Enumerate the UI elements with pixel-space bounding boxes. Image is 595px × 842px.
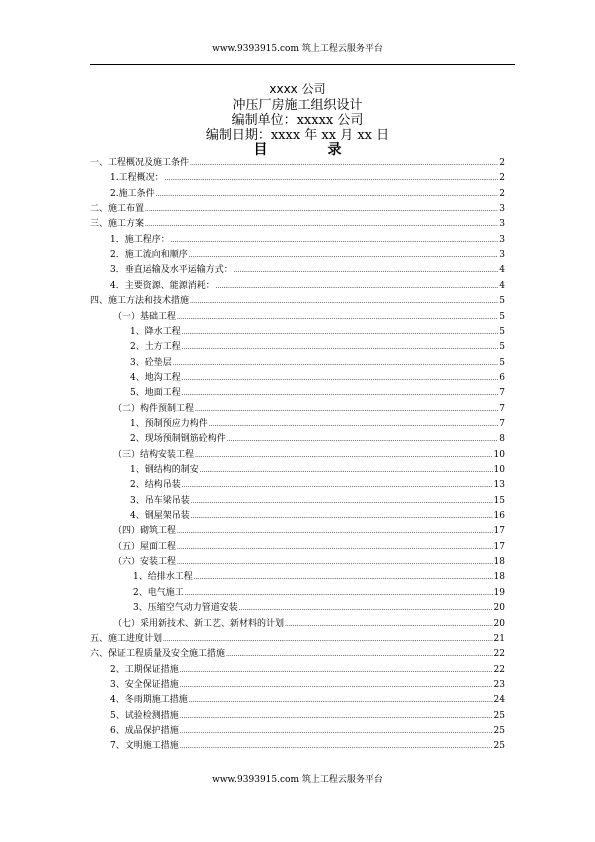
toc-entry[interactable] [110, 663, 505, 678]
toc-leader-dots [180, 709, 493, 724]
toc-entry[interactable] [130, 494, 505, 509]
toc-entry-page: 25 [493, 725, 505, 736]
toc-entry-label: 2、电气施工 [133, 587, 184, 598]
toc-leader-dots [239, 601, 493, 616]
toc-entry-label: 1．施工程序： [110, 234, 170, 245]
header-text: www.9393915.com 筑上工程云服务平台 [212, 44, 383, 54]
toc-leader-dots [234, 263, 499, 278]
toc-leader-dots [173, 356, 499, 371]
toc-entry-label: 3、安全保证措施 [110, 679, 179, 690]
toc-entry[interactable] [130, 417, 505, 432]
toc-entry[interactable] [130, 371, 505, 386]
toc-entry-label: （七）采用新技术、新工艺、新材料的计划 [113, 618, 285, 629]
toc-entry-page: 2 [499, 158, 505, 168]
toc-entry-label: （五）屋面工程 [113, 541, 177, 552]
compiling-date: 编制日期：xxxx 年 xx 月 xx 日 [205, 128, 390, 143]
toc-entry-page: 3 [499, 234, 505, 245]
toc-entry[interactable] [110, 279, 505, 294]
toc-entry-label: 2、土方工程 [130, 342, 181, 353]
toc-entry[interactable] [130, 432, 505, 447]
toc-leader-dots [190, 294, 498, 309]
toc-entry[interactable] [130, 509, 505, 524]
toc-entry-page: 25 [493, 741, 505, 752]
toc-entry-page: 25 [493, 710, 505, 721]
toc-entry-label: 3、吊车梁吊装 [130, 495, 190, 506]
toc-leader-dots [156, 187, 499, 202]
toc-entry-page: 2 [499, 188, 505, 199]
toc-leader-dots [189, 693, 493, 708]
toc-entry-label: （二）构件预制工程 [113, 403, 195, 414]
toc-entry[interactable] [90, 294, 505, 309]
toc-entry-label: 1、给排水工程 [133, 572, 193, 583]
toc-entry-label: 2、现场预制钢筋砼构件 [130, 434, 226, 445]
toc-entry[interactable] [110, 171, 505, 186]
toc-leader-dots [216, 279, 499, 294]
toc-entry-label: 7、文明施工措施 [110, 741, 179, 752]
toc-entry[interactable] [90, 202, 505, 217]
toc-leader-dots [180, 663, 493, 678]
toc-entry-page: 7 [499, 403, 505, 414]
toc-entry-label: 2、工期保证措施 [110, 664, 179, 675]
toc-entry-page: 3 [499, 219, 505, 230]
toc-leader-dots [185, 586, 493, 601]
toc-entry-label: 4、冬雨期施工措施 [110, 695, 188, 706]
toc-entry-page: 20 [493, 618, 505, 629]
toc-entry[interactable] [133, 601, 505, 616]
toc-entry[interactable] [110, 709, 505, 724]
toc-leader-dots [182, 340, 499, 355]
toc-entry-label: 6、成品保护措施 [110, 725, 179, 736]
toc-leader-dots [194, 570, 493, 585]
toc-heading-right: 录 [327, 142, 342, 158]
toc-entry[interactable] [90, 217, 505, 232]
toc-entry-label: 1、降水工程 [130, 326, 181, 337]
toc-entry-label: 5、试验检测措施 [110, 710, 179, 721]
toc-entry[interactable] [113, 448, 505, 463]
toc-entry-label: （一）基础工程 [113, 311, 177, 322]
toc-entry-page: 4 [499, 280, 505, 291]
toc-leader-dots [163, 632, 493, 647]
toc-entry-page: 15 [493, 495, 505, 506]
toc-entry[interactable] [130, 356, 505, 371]
toc-entry[interactable] [110, 693, 505, 708]
toc-entry-page: 7 [499, 418, 505, 429]
toc-leader-dots [180, 724, 493, 739]
toc-entry[interactable] [133, 570, 505, 585]
toc-entry[interactable] [113, 310, 505, 325]
toc-entry[interactable] [90, 156, 505, 171]
toc-entry-label: 2、结构吊装 [130, 480, 181, 491]
toc-entry-page: 5 [499, 342, 505, 353]
toc-entry-page: 18 [493, 572, 505, 583]
toc-entry-page: 5 [499, 296, 505, 307]
toc-leader-dots [285, 617, 493, 632]
toc-entry-label: 3、砼垫层 [130, 357, 172, 368]
compiling-unit: 编制单位：xxxxx 公司 [231, 113, 364, 128]
toc-entry-label: （四）砌筑工程 [113, 526, 177, 537]
toc-leader-dots [200, 463, 493, 478]
toc-entry[interactable] [113, 524, 505, 539]
toc-leader-dots [182, 478, 493, 493]
toc-leader-dots [180, 739, 493, 754]
toc-entry-page: 3 [499, 250, 505, 261]
toc-entry-page: 24 [493, 695, 505, 706]
toc-entry-label: 5、地面工程 [130, 388, 181, 399]
toc-entry-label: 4、钢屋架吊装 [130, 511, 190, 522]
toc-leader-dots [177, 540, 493, 555]
toc-entry-page: 16 [493, 511, 505, 522]
toc-entry-page: 3 [499, 204, 505, 215]
toc-leader-dots [182, 325, 499, 340]
toc-entry-page: 20 [493, 603, 505, 614]
toc-entry[interactable] [110, 248, 505, 263]
toc-entry[interactable] [110, 724, 505, 739]
footer-text: www.9393915.com 筑上工程云服务平台 [212, 775, 383, 785]
toc-entry[interactable] [90, 632, 505, 647]
toc-entry-page: 23 [493, 679, 505, 690]
toc-entry-page: 17 [493, 526, 505, 537]
toc-entry[interactable] [113, 555, 505, 570]
toc-leader-dots [195, 448, 493, 463]
toc-entry-label: 4、地沟工程 [130, 372, 181, 383]
toc-entry-label: 4．主要资源、能源消耗： [110, 280, 215, 291]
toc-entry-page: 13 [493, 480, 505, 491]
toc-entry[interactable] [133, 586, 505, 601]
toc-entry-page: 18 [493, 557, 505, 568]
toc-leader-dots [226, 647, 493, 662]
toc-entry-page: 21 [493, 633, 505, 644]
toc-heading-left: 目 [253, 142, 268, 158]
toc-entry-page: 10 [493, 465, 505, 475]
toc-entry-page: 2 [499, 173, 505, 184]
document-title: 冲压厂房施工组织设计 [232, 98, 363, 113]
toc-entry[interactable] [113, 617, 505, 632]
header-divider [90, 64, 515, 65]
toc-leader-dots [177, 555, 493, 570]
toc-entry-label: 3．垂直运输及水平运输方式： [110, 265, 233, 276]
toc-entry-label: 三、施工方案 [90, 219, 145, 230]
toc-entry-label: 六、保证工程质量及安全施工措施 [90, 649, 226, 660]
toc-leader-dots [177, 310, 498, 325]
company-name: xxxx 公司 [269, 82, 326, 96]
toc-entry-label: 一、工程概况及施工条件 [90, 158, 190, 168]
toc-entry-label: 2.施工条件 [110, 188, 155, 199]
toc-entry[interactable] [130, 386, 505, 401]
toc-leader-dots [182, 386, 499, 401]
toc-entry-label: 五、施工进度计划 [90, 633, 163, 644]
toc-entry-label: （三）结构安装工程 [113, 449, 195, 460]
toc-entry[interactable] [113, 402, 505, 417]
toc-entry-label: 二、施工布置 [90, 204, 145, 215]
toc-entry-page: 5 [499, 357, 505, 368]
toc-entry-label: 四、施工方法和技术措施 [90, 296, 190, 307]
toc-entry[interactable] [130, 478, 505, 493]
toc-entry-page: 22 [493, 649, 505, 660]
toc-leader-dots [191, 509, 493, 524]
toc-entry[interactable] [110, 678, 505, 693]
toc-leader-dots [182, 371, 499, 386]
toc-leader-dots [145, 202, 498, 217]
toc-leader-dots [195, 402, 498, 417]
toc-entry-label: 3、压缩空气动力管道安装 [133, 603, 238, 614]
toc-leader-dots [165, 171, 499, 186]
toc-entry-page: 10 [493, 449, 505, 460]
toc-entry-page: 7 [499, 388, 505, 399]
toc-entry-label: （六）安装工程 [113, 557, 177, 568]
toc-leader-dots [177, 524, 493, 539]
toc-entry[interactable] [110, 187, 505, 202]
toc-entry[interactable] [110, 739, 505, 754]
toc-leader-dots [145, 217, 498, 232]
toc-leader-dots [180, 678, 493, 693]
toc-entry-page: 4 [499, 265, 505, 276]
toc-leader-dots [190, 156, 498, 171]
toc-entry[interactable] [110, 263, 505, 278]
toc-leader-dots [171, 233, 499, 248]
toc-leader-dots [191, 494, 493, 509]
toc-leader-dots [189, 248, 499, 263]
toc-entry-label: 1、预制预应力构件 [130, 418, 208, 429]
toc-entry-page: 17 [493, 541, 505, 552]
toc-entry-page: 22 [493, 664, 505, 675]
toc-entry-label: 2．施工流向和顺序 [110, 250, 188, 261]
toc-entry-page: 5 [499, 311, 505, 322]
toc-entry[interactable] [113, 540, 505, 555]
toc-leader-dots [209, 417, 499, 432]
toc-entry[interactable] [90, 647, 505, 662]
toc-entry-page: 19 [493, 587, 505, 598]
toc-entry[interactable] [130, 325, 505, 340]
toc-entry[interactable] [130, 463, 505, 478]
toc-entry[interactable] [110, 233, 505, 248]
toc-entry-label: 1.工程概况： [110, 173, 164, 184]
toc-entry[interactable] [130, 340, 505, 355]
toc-entry-page: 6 [499, 372, 505, 383]
toc-entry-label: 1、钢结构的制安 [130, 465, 199, 475]
toc-entry-page: 8 [499, 434, 505, 445]
toc-entry-page: 5 [499, 326, 505, 337]
toc-leader-dots [227, 432, 499, 447]
